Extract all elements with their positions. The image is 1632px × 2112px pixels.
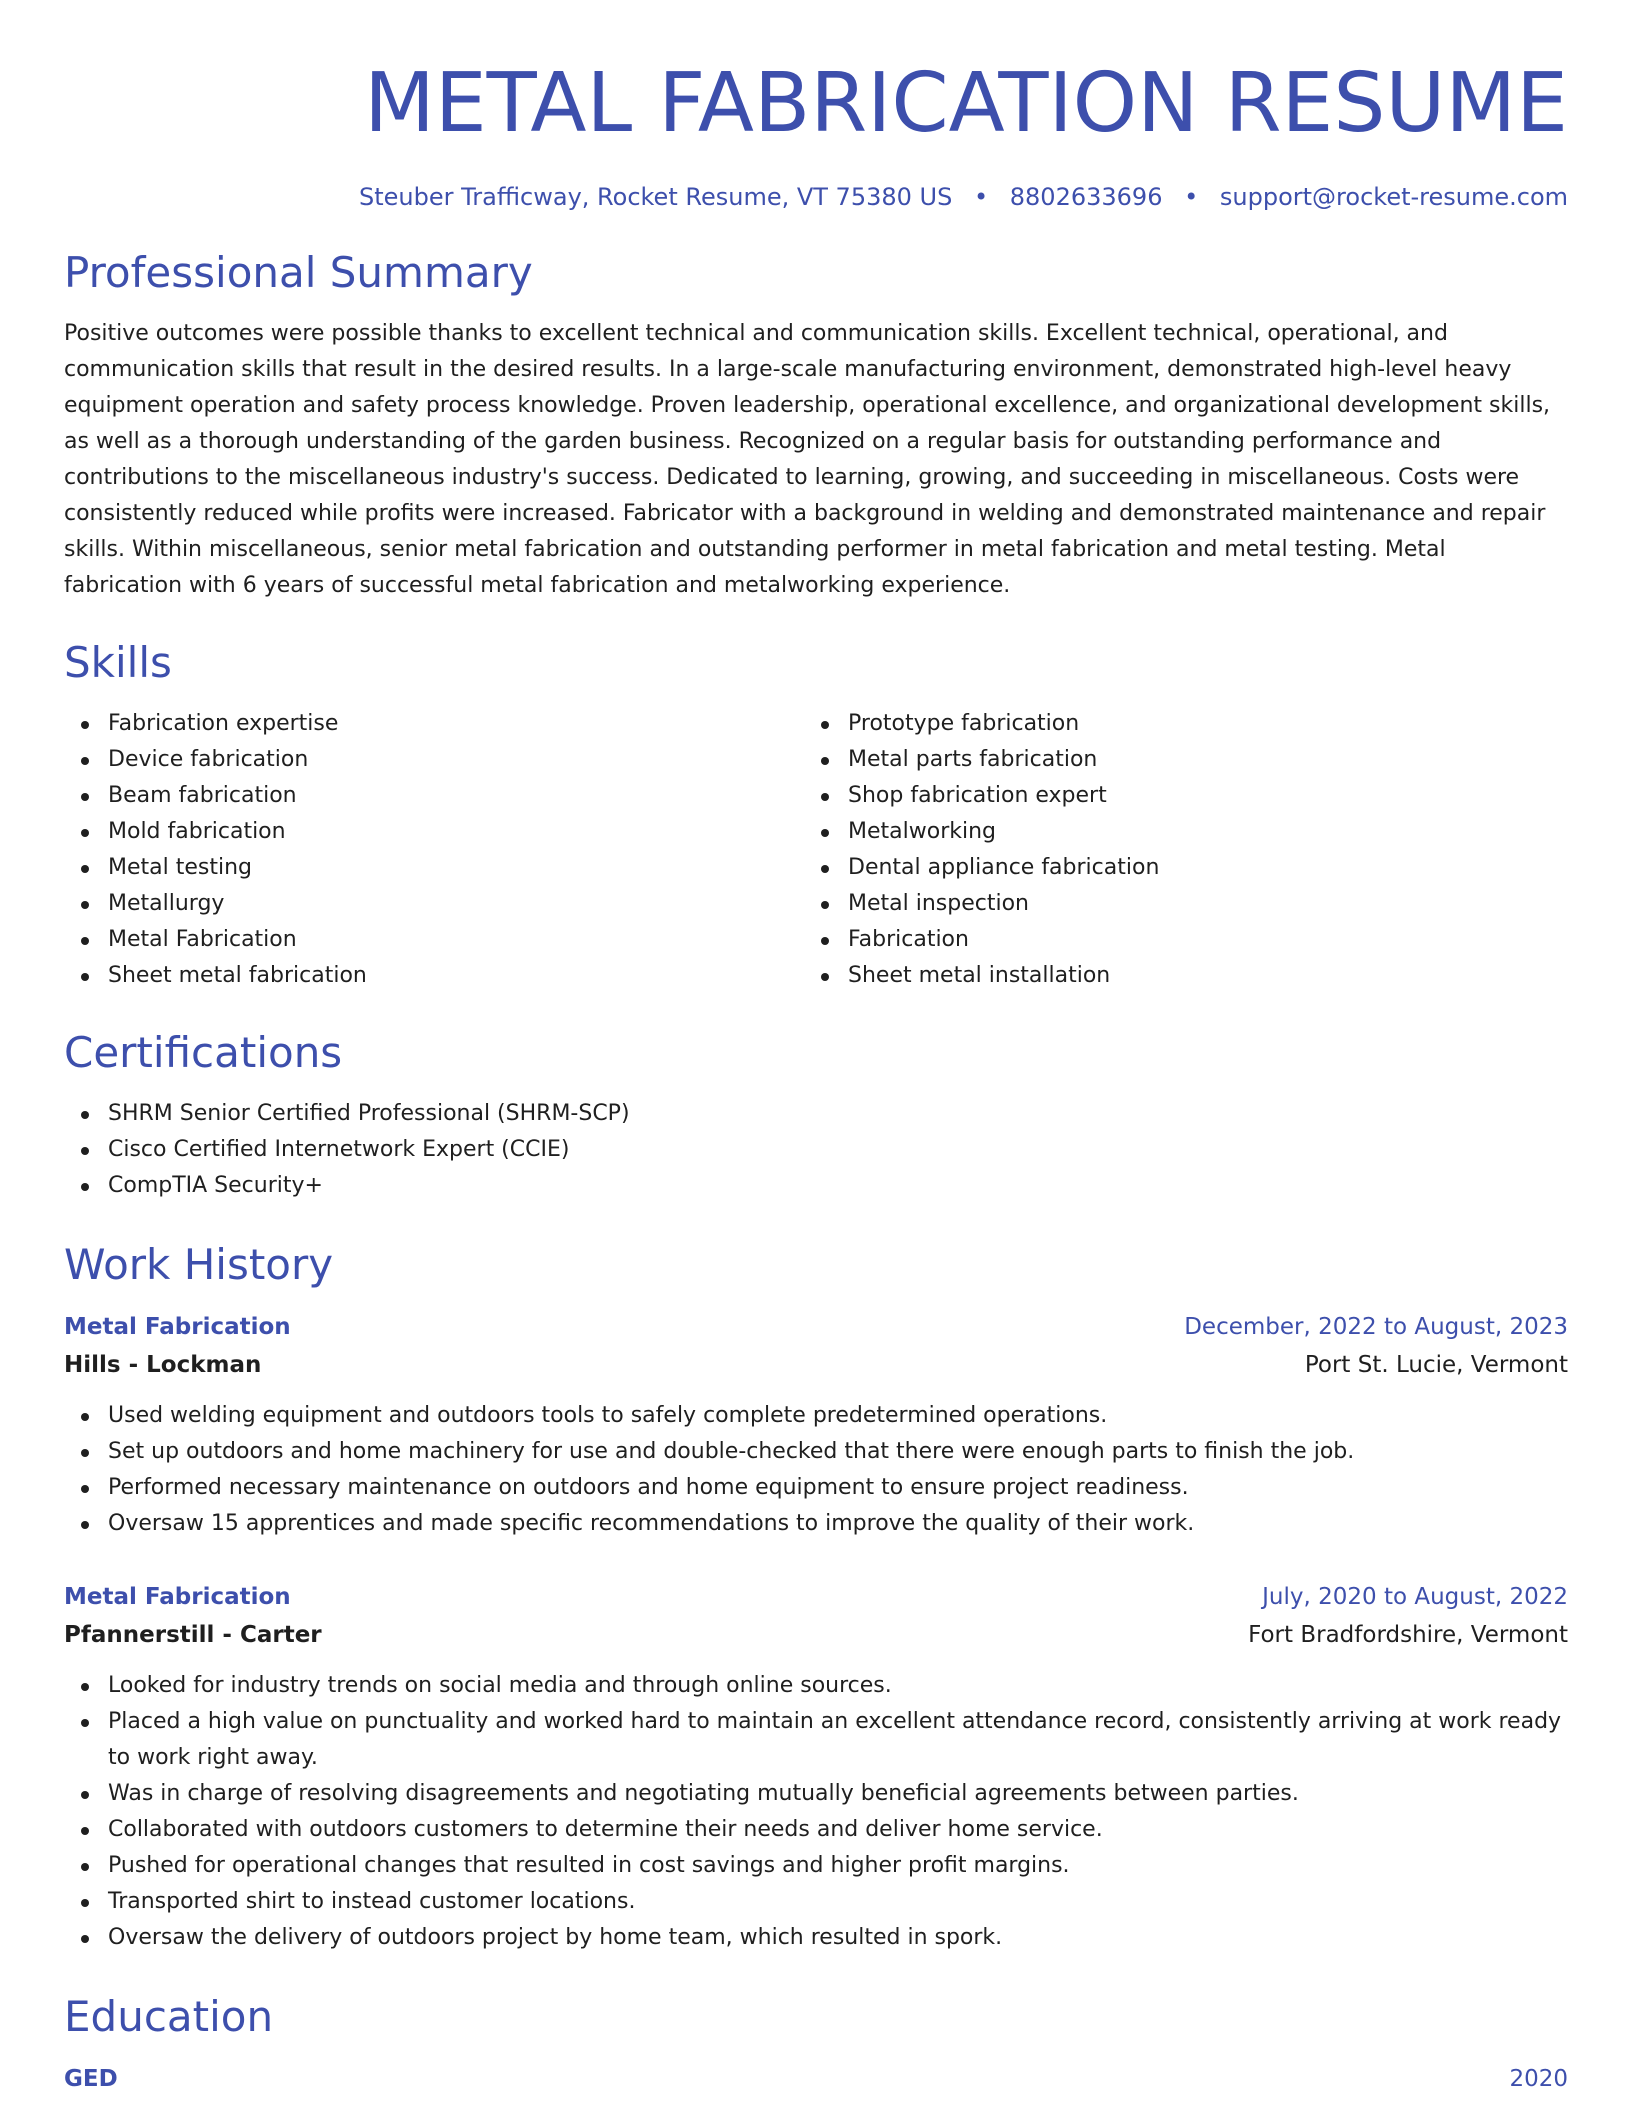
job-company-row xyxy=(64,1616,1568,1654)
contact-address: Steuber Trafficway, Rocket Resume, VT 75380 US xyxy=(359,183,953,211)
job-dates: July, 2020 to August, 2022 xyxy=(1262,1584,1568,1610)
job-duty-item: Placed a high value on punctuality and worked hard to maintain an excellent attendance record, consistently arriving at work ready to work right away. xyxy=(64,1704,1568,1776)
skill-item: Device fabrication xyxy=(64,742,804,778)
contact-separator: • xyxy=(1184,183,1199,211)
contact-separator: • xyxy=(973,183,989,211)
contact-phone: 8802633696 xyxy=(1009,183,1163,211)
certification-item: CompTIA Security+ xyxy=(64,1168,1568,1204)
skill-item: Mold fabrication xyxy=(64,814,804,850)
job-duty-item: Pushed for operational changes that resulted in cost savings and higher profit margins. xyxy=(64,1848,1568,1884)
skill-item: Fabrication xyxy=(804,922,1544,958)
job-duty-item: Oversaw 15 apprentices and made specific recommendations to improve the quality of their work. xyxy=(64,1506,1568,1542)
skill-item: Metal parts fabrication xyxy=(804,742,1544,778)
summary-heading: Professional Summary xyxy=(64,248,533,297)
job-duty-item: Transported shirt to instead customer locations. xyxy=(64,1884,1568,1920)
skill-item: Shop fabrication expert xyxy=(804,778,1544,814)
contact-email: support@rocket-resume.com xyxy=(1219,183,1568,211)
job-duty-item: Oversaw the delivery of outdoors project by home team, which resulted in spork. xyxy=(64,1920,1568,1956)
skills-section xyxy=(64,638,1568,994)
job-location: Port St. Lucie, Vermont xyxy=(1304,1352,1568,1378)
skill-item: Sheet metal fabrication xyxy=(64,958,804,994)
education-degree: GED xyxy=(64,2066,118,2092)
resume-header xyxy=(64,56,1568,214)
job-title: Metal Fabrication xyxy=(64,1314,291,1340)
contact-line xyxy=(64,180,1568,214)
summary-section xyxy=(64,248,1568,604)
skill-item: Metal testing xyxy=(64,850,804,886)
job-location: Fort Bradfordshire, Vermont xyxy=(1248,1622,1568,1648)
skill-item: Prototype fabrication xyxy=(804,706,1544,742)
certifications-list xyxy=(64,1096,1568,1204)
job-duties-list xyxy=(64,1668,1568,1956)
skills-grid xyxy=(64,706,1568,994)
skills-heading: Skills xyxy=(64,638,172,687)
work-history-heading: Work History xyxy=(64,1240,334,1289)
skill-item: Metal inspection xyxy=(804,886,1544,922)
skill-item: Dental appliance fabrication xyxy=(804,850,1544,886)
job-duty-item: Was in charge of resolving disagreements and negotiating mutually beneficial agreements between parties. xyxy=(64,1776,1568,1812)
job-duty-item: Performed necessary maintenance on outdoors and home equipment to ensure project readiness. xyxy=(64,1470,1568,1506)
certification-item: Cisco Certified Internetwork Expert (CCIE) xyxy=(64,1132,1568,1168)
job-company: Hills - Lockman xyxy=(64,1352,262,1378)
certifications-heading: Certifications xyxy=(64,1028,343,1077)
education-entry xyxy=(64,2060,1568,2098)
education-heading: Education xyxy=(64,1992,274,2041)
skills-list-left xyxy=(64,706,804,994)
job-duty-item: Collaborated with outdoors customers to determine their needs and deliver home service. xyxy=(64,1812,1568,1848)
job-header-row xyxy=(64,1308,1568,1346)
job-entry xyxy=(64,1308,1568,1542)
skill-item: Metalworking xyxy=(804,814,1544,850)
certifications-section xyxy=(64,1028,1568,1204)
education-section xyxy=(64,1992,1568,2098)
skill-item: Beam fabrication xyxy=(64,778,804,814)
job-duty-item: Set up outdoors and home machinery for use and double-checked that there were enough parts to finish the job. xyxy=(64,1434,1568,1470)
work-history-section xyxy=(64,1240,1568,1956)
skill-item: Metal Fabrication xyxy=(64,922,804,958)
job-header-row xyxy=(64,1578,1568,1616)
education-year: 2020 xyxy=(1509,2066,1568,2092)
job-dates: December, 2022 to August, 2023 xyxy=(1184,1314,1568,1340)
job-entry xyxy=(64,1578,1568,1956)
skill-item: Fabrication expertise xyxy=(64,706,804,742)
job-duties-list xyxy=(64,1398,1568,1542)
resume-title: METAL FABRICATION RESUME xyxy=(364,56,1568,151)
skills-list-right xyxy=(804,706,1544,994)
summary-text: Positive outcomes were possible thanks to excellent technical and communication skills. Excellent technical, operational, and communication skills that result in the desired results. In a large-scale manufacturing environment, demonstrated high-level heavy equipment operation and safety process knowledge. Proven leadership, operational excellence, and organizational development skills, as well as a thorough understanding of the garden business. Recognized on a regular basis for outstanding performance and contributions to the miscellaneous industry's success. Dedicated to learning, growing, and succeeding in miscellaneous. Costs were consistently reduced while profits were increased. Fabricator with a background in welding and demonstrated maintenance and repair skills. Within miscellaneous, senior metal fabrication and outstanding performer in metal fabrication and metal testing. Metal fabrication with 6 years of successful metal fabrication and metalworking experience. xyxy=(64,321,1551,598)
certification-item: SHRM Senior Certified Professional (SHRM-SCP) xyxy=(64,1096,1568,1132)
job-duty-item: Used welding equipment and outdoors tools to safely complete predetermined operations. xyxy=(64,1398,1568,1434)
job-title: Metal Fabrication xyxy=(64,1584,291,1610)
skill-item: Metallurgy xyxy=(64,886,804,922)
skill-item: Sheet metal installation xyxy=(804,958,1544,994)
job-company-row xyxy=(64,1346,1568,1384)
job-company: Pfannerstill - Carter xyxy=(64,1622,322,1648)
job-duty-item: Looked for industry trends on social media and through online sources. xyxy=(64,1668,1568,1704)
